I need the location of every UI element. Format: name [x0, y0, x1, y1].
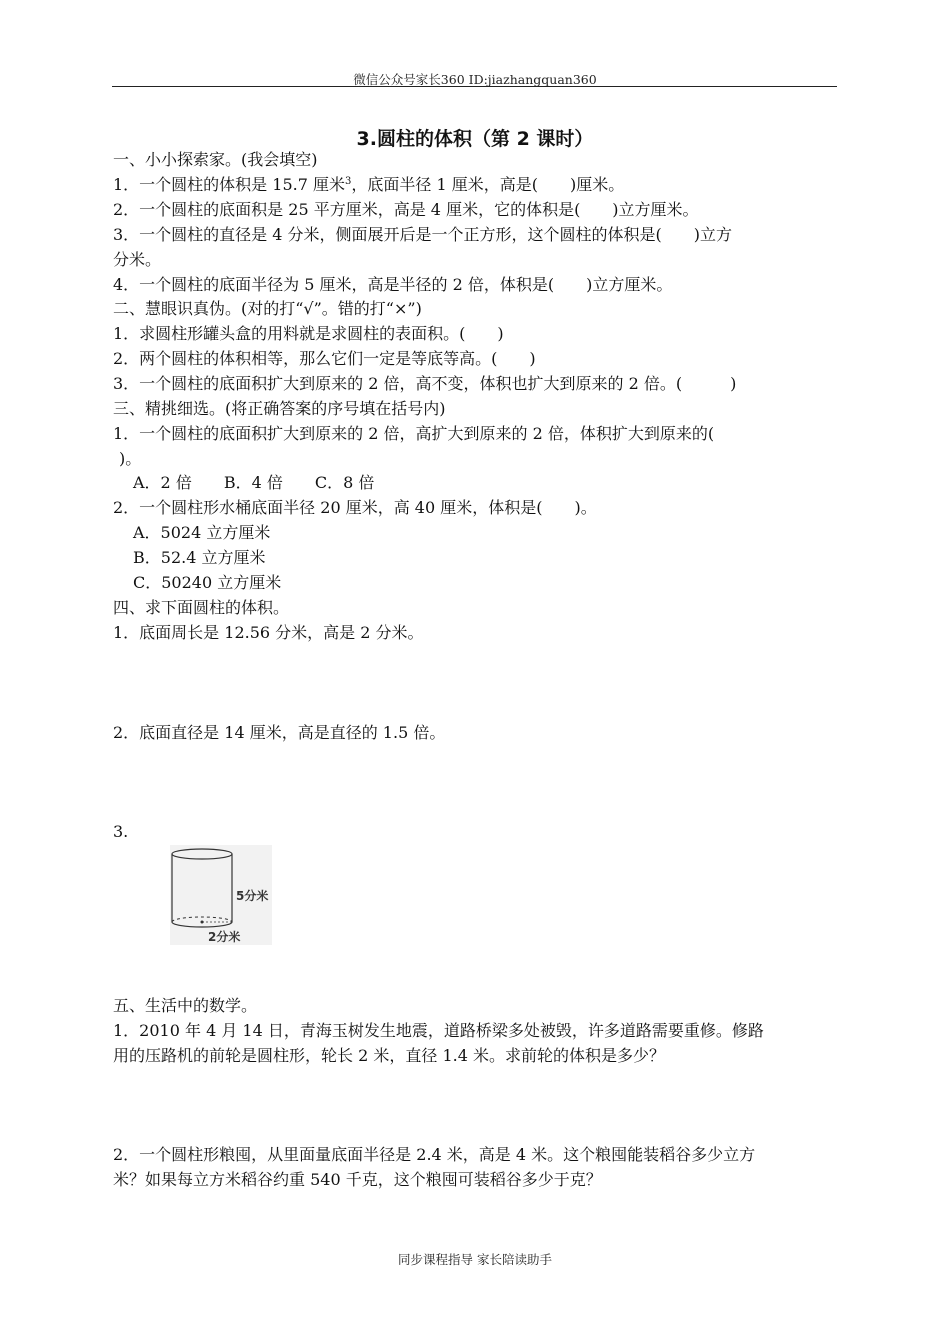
page-footer: 同步课程指导 家长陪读助手 [398, 1252, 552, 1267]
s1-question-2: 2．一个圆柱的底面积是 25 平方厘米，高是 4 厘米，它的体积是( )立方厘米。 [113, 200, 699, 219]
cylinder-diagram [170, 845, 272, 945]
s3-question-1-line1: 1．一个圆柱的底面积扩大到原来的 2 倍，高扩大到原来的 2 倍，体积扩大到原来的( [113, 424, 715, 443]
s2-question-2: 2．两个圆柱的体积相等，那么它们一定是等底等高。( ) [113, 349, 536, 368]
s4-question-1: 1．底面周长是 12.56 分米，高是 2 分米。 [113, 623, 424, 642]
s3-q2-option-c: C．50240 立方厘米 [133, 573, 282, 592]
s3-question-2: 2．一个圆柱形水桶底面半径 20 厘米，高 40 厘米，体积是( )。 [113, 498, 597, 517]
s2-question-3: 3．一个圆柱的底面积扩大到原来的 2 倍，高不变，体积也扩大到原来的 2 倍。( ) [113, 374, 737, 393]
s3-q2-option-a: A．5024 立方厘米 [133, 523, 271, 542]
s2-question-1: 1．求圆柱形罐头盒的用料就是求圆柱的表面积。( ) [113, 324, 504, 343]
diameter-label: 2分米 [208, 930, 241, 944]
s1-q1-superscript: 3 [344, 176, 352, 187]
cylinder-figure [170, 845, 272, 945]
section-3-heading: 三、精挑细选。(将正确答案的序号填在括号内) [113, 399, 446, 418]
s1-q1-text: 1．一个圆柱的体积是 15.7 厘米 [113, 175, 345, 194]
s1-question-1 [113, 174, 624, 196]
section-5-heading: 五、生活中的数学。 [113, 996, 258, 1015]
s1-question-4: 4．一个圆柱的底面半径为 5 厘米，高是半径的 2 倍，体积是( )立方厘米。 [113, 275, 673, 294]
s4-question-3: 3. [113, 822, 129, 841]
section-2-heading: 二、慧眼识真伪。(对的打“√”。错的打“×”) [113, 299, 422, 318]
header-rule [112, 86, 837, 87]
s5-question-1-line1: 1．2010 年 4 月 14 日，青海玉树发生地震，道路桥梁多处被毁，许多道路需要重修。修路 [113, 1021, 764, 1040]
s3-question-1-line2: )。 [119, 449, 142, 468]
page-header: 微信公众号家长360 ID:jiazhangquan360 [353, 72, 597, 87]
s5-question-2-line1: 2．一个圆柱形粮囤，从里面量底面半径是 2.4 米，高是 4 米。这个粮囤能装稻谷多少立方 [113, 1145, 756, 1164]
height-label: 5分米 [236, 889, 269, 903]
section-1-heading: 一、小小探索家。(我会填空) [113, 150, 318, 169]
s1-question-3-line2: 分米。 [113, 250, 162, 269]
s4-question-2: 2．底面直径是 14 厘米，高是直径的 1.5 倍。 [113, 723, 446, 742]
s5-question-2-line2: 米？如果每立方米稻谷约重 540 千克，这个粮囤可装稻谷多少于克？ [113, 1170, 602, 1189]
s3-question-1-options: A．2 倍 B．4 倍 C．8 倍 [133, 473, 375, 492]
s1-q1-text-end: ，底面半径 1 厘米，高是( )厘米。 [351, 175, 625, 194]
s5-question-1-line2: 用的压路机的前轮是圆柱形，轮长 2 米，直径 1.4 米。求前轮的体积是多少？ [113, 1046, 665, 1065]
s1-question-3-line1: 3．一个圆柱的直径是 4 分米，侧面展开后是一个正方形，这个圆柱的体积是( )立方 [113, 225, 733, 244]
s3-q2-option-b: B．52.4 立方厘米 [133, 548, 266, 567]
section-4-heading: 四、求下面圆柱的体积。 [113, 598, 290, 617]
page-title: 3.圆柱的体积（第 2 课时） [356, 128, 594, 150]
